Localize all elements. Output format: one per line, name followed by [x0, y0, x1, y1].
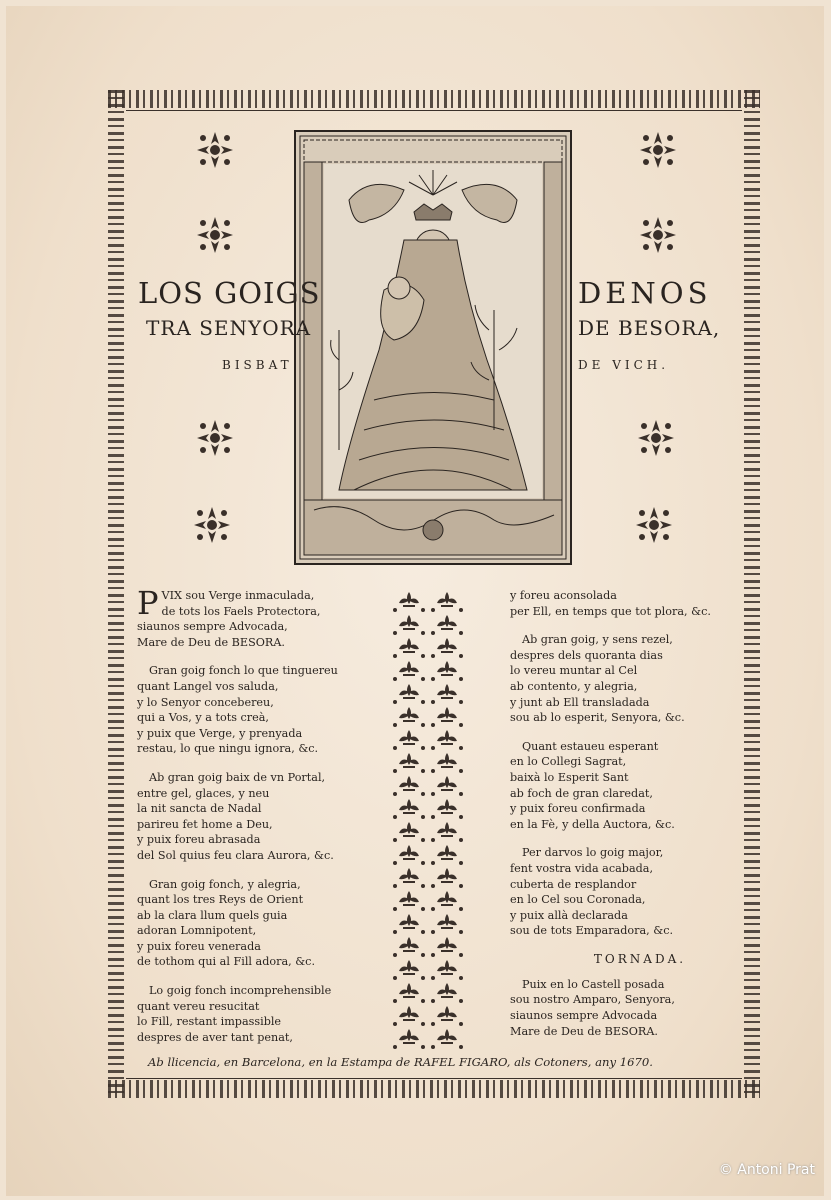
verse-line: sou ab lo esperit, Senyora, &c. [510, 711, 685, 725]
title-line1-right: DENOS [578, 276, 712, 310]
verse-line: restau, lo que ningu ignora, &c. [137, 742, 319, 756]
fleuron-ornament-icon [192, 505, 232, 545]
verse-line: y puix foreu venerada [137, 939, 261, 953]
stanza [137, 770, 387, 864]
stanza [137, 983, 387, 1045]
verse-line: de tots los Faels Protectora, [161, 604, 321, 618]
stanza [137, 663, 387, 757]
title-line2-left: TRA SENYORA [146, 316, 312, 340]
stanza [510, 632, 740, 726]
fleuron-ornament-icon [636, 418, 676, 458]
verse-line: y lo Senyor concebereu, [137, 695, 274, 709]
virgin-and-child-woodcut [294, 130, 572, 565]
verse-line: fent vostra vida acabada, [510, 861, 653, 875]
verse-line: la nit sancta de Nadal [137, 802, 262, 816]
drop-cap: P [137, 584, 159, 622]
verse-line: y puix allà declarada [510, 908, 628, 922]
fleuron-ornament-icon [195, 418, 235, 458]
title-line1-left: LOS GOIGS [138, 276, 321, 310]
verse-line: Puix en lo Castell posada [522, 977, 665, 991]
fleuron-ornament-icon [638, 130, 678, 170]
title-line2-right: DE BESORA, [578, 316, 721, 340]
printer-imprint: Ab llicencia, en Barcelona, en la Estampa de RAFEL FIGARO, als Cotoners, any 1670. [148, 1055, 653, 1069]
verse-line: despres dels quoranta dias [510, 648, 663, 662]
verse-line: y junt ab Ell transladada [510, 695, 650, 709]
verse-line: en lo Collegi Sagrat, [510, 755, 627, 769]
verse-line: Lo goig fonch incomprehensible [149, 984, 332, 998]
verse-line: ab foch de gran claredat, [510, 786, 653, 800]
verse-line: siaunos sempre Advocada [510, 1009, 658, 1023]
verse-line: Ab gran goig, y sens rezel, [522, 633, 673, 647]
verse-line: del Sol quius feu clara Aurora, &c. [137, 848, 334, 862]
verse-line: Ab gran goig baix de vn Portal, [149, 770, 326, 784]
verse-line: sou nostro Amparo, Senyora, [510, 993, 675, 1007]
copyright-watermark: © Antoni Prat [718, 1162, 815, 1178]
verse-column-right [510, 588, 740, 1052]
stanza [510, 588, 740, 619]
fleuron-ornament-icon [634, 505, 674, 545]
verse-line: sou de tots Emparadora, &c. [510, 924, 674, 938]
fleuron-ornament-icon [638, 215, 678, 255]
verse-line: cuberta de resplandor [510, 877, 637, 891]
verse-line: quant los tres Reys de Orient [137, 893, 304, 907]
verse-line: Quant estaueu esperant [522, 739, 659, 753]
verse-line: PVIX sou Verge inmaculada, [137, 584, 315, 622]
verse-line: per Ell, en temps que tot plora, &c. [510, 604, 711, 618]
stanza [510, 845, 740, 939]
verse-line: Mare de Deu de BESORA. [137, 635, 285, 649]
verse-line: baixà lo Esperit Sant [510, 770, 629, 784]
verse-line: Per darvos lo goig major, [522, 846, 664, 860]
border-inner-rule-top [126, 110, 742, 111]
verse-line: lo vereu muntar al Cel [510, 664, 638, 678]
border-right-band [744, 90, 760, 1098]
verse-line: lo Fill, restant impassible [137, 1015, 282, 1029]
fleur-de-lis-column-ornament [390, 590, 466, 1050]
verse-line: y foreu aconsolada [510, 589, 617, 602]
title-line3-right: DE VICH. [578, 358, 670, 372]
verse-line: despres de aver tant penat, [137, 1030, 293, 1044]
verse-line: quant Langel vos saluda, [137, 679, 279, 693]
stanza [137, 877, 387, 971]
verse-line: qui a Vos, y a tots creà, [137, 711, 269, 725]
verse-line: quant vereu resucitat [137, 999, 260, 1013]
verse-line: adoran Lomnipotent, [137, 924, 257, 938]
stanza [137, 584, 387, 650]
verse-line: parireu fet home a Deu, [137, 817, 273, 831]
border-bottom-band [108, 1080, 760, 1098]
stanza [510, 739, 740, 833]
border-inner-rule-bottom [126, 1078, 742, 1079]
verse-column-left [137, 584, 387, 1058]
verse-line: en lo Cel sou Coronada, [510, 893, 646, 907]
verse-line: entre gel, glaces, y neu [137, 786, 270, 800]
verse-line: Gran goig fonch lo que tinguereu [149, 664, 338, 678]
border-left-band [108, 90, 124, 1098]
verse-line: y puix foreu confirmada [510, 802, 646, 816]
verse-line: de tothom qui al Fill adora, &c. [137, 955, 316, 969]
verse-line: Gran goig fonch, y alegria, [149, 877, 301, 891]
fleuron-ornament-icon [195, 215, 235, 255]
verse-line: siaunos sempre Advocada, [137, 620, 288, 634]
verse-line: y puix foreu abrasada [137, 833, 261, 847]
border-top-band [108, 90, 760, 108]
verse-line: y puix que Verge, y prenyada [137, 726, 303, 740]
tornada-heading: TORNADA. [593, 951, 687, 966]
title-line3-left: BISBAT [222, 358, 293, 372]
tornada-stanza [510, 977, 740, 1039]
verse-line: ab contento, y alegria, [510, 679, 638, 693]
fleuron-ornament-icon [195, 130, 235, 170]
verse-line: en la Fè, y della Auctora, &c. [510, 817, 675, 831]
verse-line: ab la clara llum quels guia [137, 908, 288, 922]
verse-line: Mare de Deu de BESORA. [510, 1024, 658, 1038]
